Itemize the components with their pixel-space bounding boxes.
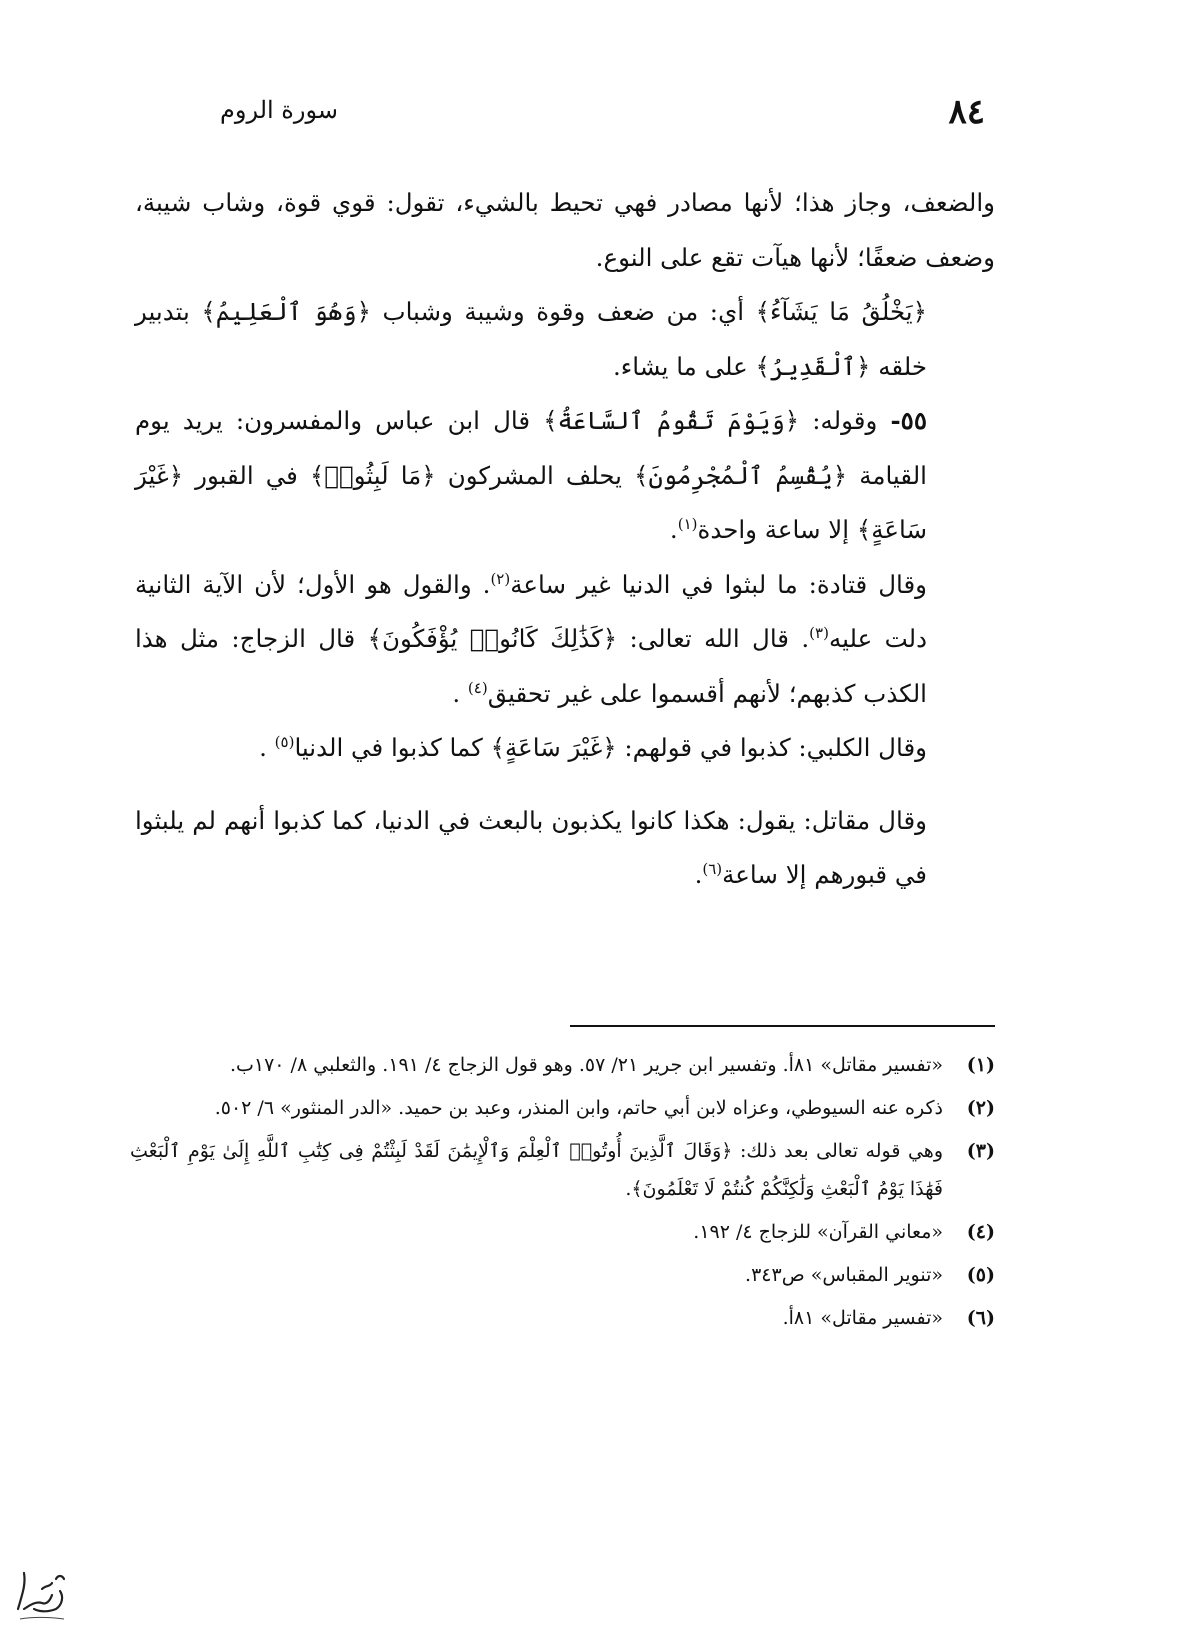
footnote-ref: (٣) [809, 623, 829, 642]
footnote-item [130, 1132, 995, 1208]
footnote-ref: (١) [677, 514, 698, 533]
footnote-item [130, 1213, 995, 1251]
quran-verse: ٱلْقَدِيرُ [769, 351, 857, 381]
footnote-text: «تفسير مقاتل» ٨١أ. وتفسير ابن جرير ٢١/ ٥٧. وهو قول الزجاج ٤/ ١٩١. والثعلبي ٨/ ١٧٠ب. [229, 1054, 943, 1076]
publisher-logo-icon [12, 1565, 70, 1627]
paragraph-2: ﴿يَخْلُقُ مَا يَشَآءُ﴾ أي: من ضعف وقوة وشيبة وشباب ﴿وَهُوَ ٱلْعَلِيمُ﴾ بتدبير خلقه ﴿ٱلْقَدِيرُ﴾ على ما يشاء. [135, 297, 927, 381]
footnote-ref: (٢) [490, 569, 511, 588]
footnote-text: وهي قوله تعالى بعد ذلك: ﴿وَقَالَ ٱلَّذِينَ أُوتُوا۟ ٱلْعِلْمَ وَٱلْإِيمَٰنَ لَقَدْ لَبِثْتُمْ فِى كِتَٰبِ ٱللَّهِ إِلَىٰ يَوْمِ ٱلْبَعْثِ فَهَٰذَا يَوْمُ ٱلْبَعْثِ وَلَٰكِنَّكُمْ كُنتُمْ لَا تَعْلَمُونَ﴾. [130, 1140, 943, 1200]
footnote-text: «معاني القرآن» للزجاج ٤/ ١٩٢. [693, 1221, 943, 1243]
footnote-separator [570, 1025, 995, 1027]
quran-verse: كَذَٰلِكَ كَانُوا۟ يُؤْفَكُونَ [381, 624, 603, 653]
quran-verse: مَا لَبِثُوا۟ [324, 460, 422, 490]
footnote-text: «تفسير مقاتل» ٨١أ. [782, 1307, 943, 1329]
quran-verse: غَيْرَ سَاعَةٍ [135, 460, 927, 544]
footnote-number: (٢) [966, 1097, 995, 1119]
footnote-number: (١) [966, 1054, 995, 1076]
paragraph-3: ٥٥- وقوله: ﴿وَيَوْمَ تَقُومُ ٱلسَّاعَةُ﴾ قال ابن عباس والمفسرون: يريد يوم القيامة ﴿يُقْسِمُ ٱلْمُجْرِمُونَ﴾ يحلف المشركون ﴿مَا لَبِثُوا۟﴾ في القبور ﴿غَيْرَ سَاعَةٍ﴾ إلا ساعة واحدة$^{(١)}$. [135, 406, 927, 544]
footnote-item [130, 1256, 995, 1294]
paragraph-text: والضعف، وجاز هذا؛ لأنها مصادر فهي تحيط بالشيء، تقول: قوي قوة، وشاب شيبة، وضعف ضعفًا؛ لأنها هيآت تقع على النوع. [135, 188, 995, 272]
footnote-item [130, 1046, 995, 1084]
verse-number: ٥٥- [890, 406, 927, 435]
paragraph-6: وقال مقاتل: يقول: هكذا كانوا يكذبون بالبعث في الدنيا، كما كذبوا أنهم لم يلبثوا في قبورهم إلا ساعة$^{(٦)}$. [135, 805, 927, 889]
footnote-ref: (٤) [467, 678, 488, 697]
quran-verse: غَيْرَ سَاعَةٍ [505, 733, 603, 762]
main-text [135, 176, 995, 903]
page-number: ٨٤ [948, 92, 985, 132]
surah-title: سورة الروم [220, 96, 338, 124]
quran-verse: وَهُوَ ٱلْعَلِيمُ [215, 297, 357, 326]
quran-verse: يُقْسِمُ ٱلْمُجْرِمُونَ [648, 460, 833, 490]
page-header [200, 88, 985, 138]
footnote-number: (٤) [966, 1221, 995, 1243]
quran-verse: وَيَوْمَ تَقُومُ ٱلسَّاعَةُ [557, 406, 785, 435]
footnote-number: (٦) [966, 1307, 995, 1329]
footnote-text: ذكره عنه السيوطي، وعزاه لابن أبي حاتم، وابن المنذر، وعبد بن حميد. «الدر المنثور» ٦/ ٥٠٢. [214, 1097, 943, 1119]
footnote-text: «تنوير المقباس» ص٣٤٣. [745, 1264, 943, 1286]
footnote-ref: (٥) [274, 732, 295, 751]
footnote-number: (٥) [966, 1264, 995, 1286]
footnotes [130, 1046, 995, 1342]
paragraph-1 [135, 176, 995, 285]
paragraph-5: وقال الكلبي: كذبوا في قولهم: ﴿غَيْرَ سَاعَةٍ﴾ كما كذبوا في الدنيا$^{(٥)}$ . [259, 732, 927, 762]
footnote-number: (٣) [966, 1140, 995, 1162]
paragraph-4: وقال قتادة: ما لبثوا في الدنيا غير ساعة$^{(٢)}$. والقول هو الأول؛ لأن الآية الثانية دلت عليه$^{(٣)}$. قال الله تعالى: ﴿كَذَٰلِكَ كَانُوا۟ يُؤْفَكُونَ﴾ قال الزجاج: مثل هذا الكذب كذبهم؛ لأنهم أقسموا على غير تحقيق$^{(٤)}$ . [135, 569, 928, 708]
quran-verse: يَخْلُقُ مَا يَشَآءُ [770, 297, 913, 326]
footnote-item [130, 1299, 995, 1337]
quran-verse: وَقَالَ ٱلَّذِينَ أُوتُوا۟ ٱلْعِلْمَ وَٱلْإِيمَٰنَ لَقَدْ لَبِثْتُمْ فِى كِتَٰبِ ٱللَّهِ إِلَىٰ يَوْمِ ٱلْبَعْثِ فَهَٰذَا يَوْمُ ٱلْبَعْثِ وَلَٰكِنَّكُمْ كُنتُمْ لَا تَعْلَمُونَ [130, 1140, 943, 1200]
footnote-item [130, 1089, 995, 1127]
footnote-ref: (٦) [702, 859, 723, 878]
